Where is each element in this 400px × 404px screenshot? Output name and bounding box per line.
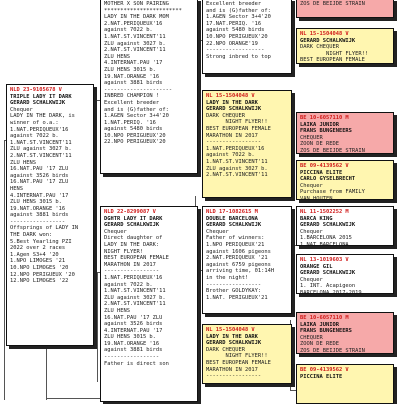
card-line: ZLU HENS <box>104 53 130 60</box>
pedigree-card-yellow[interactable] <box>296 160 394 200</box>
card-line: ZLU HENS <box>10 159 36 166</box>
card-line: NIGHT FLYER!! <box>206 353 268 360</box>
card-line: against 3881 birds <box>104 80 163 87</box>
pigeon-name: BARCA KING <box>300 215 333 222</box>
pigeon-name: LAIKA JUNIOR <box>300 121 339 128</box>
card-line: Excellent breeder <box>206 1 262 7</box>
pigeon-name: LADY IN THE DARK <box>206 99 258 106</box>
card-line: 2.NAT.ST.VINCENT'11 <box>104 47 166 54</box>
pedigree-card-notes-top <box>100 0 198 174</box>
pedigree-card-yellow[interactable] <box>202 90 292 198</box>
ring-number: BE 09-4139562 V <box>300 367 349 373</box>
card-line: 12.NPO PERIGUEUX '20 <box>10 271 75 278</box>
card-line: Brother GOLDYKAY: <box>206 288 262 295</box>
breeder-name: GERARD SCHALKWIJK <box>206 340 262 347</box>
breeder-name: FRANS BUNGENEERS <box>300 328 352 335</box>
card-line: 16.NAT.PAU '17 ZLU <box>104 314 163 321</box>
card-line: Purchase from FAMILY <box>300 189 365 196</box>
card-line: ZOS DE BEIJDE STRAIN <box>300 147 365 154</box>
card-line: BEST EUROPEAN FEMALE <box>104 255 169 262</box>
breeder-name: GERARD SCHALKWIJK <box>104 222 160 229</box>
card-line: 1. INT. Acapigeon <box>300 283 356 290</box>
card-line: --------------------- <box>104 86 173 93</box>
card-line: 16.NAT.PAU '17 ZLU <box>10 179 69 186</box>
card-line: 2.NAT.ST.VINCENT'11 <box>10 152 72 159</box>
card-line: LADY IN THE DARK MOM <box>104 14 169 21</box>
card-line: 19.NAT.ORANGE '16 <box>104 340 160 347</box>
card-line: arriving time, 01:14H <box>206 268 275 275</box>
card-line: 10.NPO PERIGUEUX'20 <box>104 132 166 139</box>
pedigree-card-pink[interactable] <box>296 312 394 354</box>
ring-number: BE 09-4139562 V <box>300 163 349 169</box>
card-line: Father is direct son <box>104 360 169 367</box>
card-line: 16.NAT.PAU '17 ZLU <box>10 166 69 173</box>
card-line: MARATHON IN 2017 <box>104 261 156 268</box>
card-line: Chequer <box>104 228 127 235</box>
ring-number: BE 10-6057110 M <box>300 315 349 321</box>
ring-number: NL 15-1504048 V <box>206 327 255 333</box>
card-line: THE DARK won: <box>10 232 53 239</box>
pigeon-name: LADY IN THE DARK <box>206 333 258 340</box>
card-line: against 3881 birds <box>10 212 69 219</box>
card-line: 1.NAT.ST.VINCENT'11 <box>206 158 268 165</box>
card-line: NIGHT FLYER! <box>104 248 143 255</box>
connector-line <box>4 140 5 400</box>
breeder-name: GERARD SCHALKWIJK <box>206 222 262 229</box>
ring-number: NL 15-1504048 V <box>206 93 255 99</box>
ring-number: NL 13-1019603 V <box>300 257 349 263</box>
pigeon-name: TRIPLE LADY IT DARK <box>10 93 72 100</box>
card-line: ZLU HENS <box>104 307 130 314</box>
ring-number: NL 11-1502252 M <box>300 209 349 215</box>
ring-number: BE 10-6057110 M <box>300 115 349 121</box>
pedigree-card-yellow[interactable] <box>296 28 394 64</box>
card-line: INBRED CHAMPION ! <box>104 93 160 100</box>
card-line: 4.INTERNAT.PAU '17 <box>104 327 163 334</box>
card-line: NIGHT FLYER!! <box>300 50 369 57</box>
card-line: ----------------- <box>206 139 262 146</box>
card-line: VAN HOUTEN. <box>300 195 336 200</box>
card-line: against 7022 b. <box>104 281 153 288</box>
card-line: 12.NPO LIMOGES '22 <box>10 278 69 285</box>
card-line: Chequer <box>206 228 229 235</box>
card-line: Chequer <box>300 276 323 283</box>
card-line: 1.AGEN Sector 3+4'20 <box>104 113 169 120</box>
card-line: 5.Best Yearling PZI <box>10 238 72 245</box>
card-line: CHEQUER <box>300 134 323 141</box>
card-line: DARK CHEQUER <box>300 44 339 51</box>
card-line: 1.AGEN Sector 3+4'20 <box>206 14 271 21</box>
card-line: 2.NAT.PERIQUEUX'16 <box>104 20 163 27</box>
breeder-name: FRANS BUNGENEERS <box>300 128 352 135</box>
pigeon-name: PICCINA ELITE <box>300 373 343 380</box>
card-line: winner of o.a.: <box>10 119 59 126</box>
pedigree-card-yellow[interactable] <box>296 364 394 404</box>
card-line: 2022 over 2 races <box>10 245 66 252</box>
card-line: against 7022 b. <box>104 27 153 34</box>
pedigree-card-grandparent[interactable] <box>202 206 292 314</box>
pigeon-name: PICCINA ELITE <box>300 169 343 176</box>
card-line: HENS <box>10 185 23 192</box>
card-line: Father of winners: <box>206 235 265 242</box>
card-line: ZLU HENS 3015 b. <box>104 66 156 73</box>
card-line: ----------------- <box>104 354 160 361</box>
card-line: ZOON DE REDE <box>300 341 339 348</box>
card-line: against 7022 b. <box>10 133 59 140</box>
breeder-name: GERARD SCHALKWIJK <box>300 222 356 229</box>
card-line: Strong inbred to top <box>206 53 271 60</box>
pedigree-card-pink[interactable] <box>296 0 394 18</box>
card-line: 10.NPO LIMOGES '20 <box>10 265 69 272</box>
card-line: 19.NAT.ORANGE '16 <box>10 205 66 212</box>
card-line: 1.NAT.PERIQUEUX'16 <box>10 126 69 133</box>
pigeon-name: DGHTR LADY IT DARK <box>104 215 163 222</box>
pedigree-card-parent[interactable] <box>100 206 198 402</box>
card-line: ZOON DE REDE <box>300 141 339 148</box>
card-line: ZLU against 3027 b. <box>10 146 72 153</box>
card-line: and is (G)father of: <box>104 106 169 113</box>
breeder-name: GERARD SCHALKWIJK <box>300 270 356 277</box>
card-line: 1.NAT.BARCELONA <box>300 241 349 246</box>
card-line: 1.NAT.PERIQ. '16 <box>104 119 156 126</box>
card-line: 1.NPO LIMOGES '21 <box>10 258 66 265</box>
card-line: 22.NPO PERIGUEUX'20 <box>104 139 166 146</box>
card-line: Direct daughter of <box>104 235 163 242</box>
card-line: ----------------- <box>206 281 262 288</box>
card-line: BARCELONA 2017-2019 <box>300 289 362 294</box>
card-line: DARK CHEQUER <box>206 346 245 353</box>
card-line: 4.INTERNAT.PAU '17 <box>104 60 163 67</box>
card-line: CHEQUER <box>300 334 323 341</box>
pedigree-card-greatgrandparent[interactable] <box>296 254 394 294</box>
pedigree-card-subject[interactable] <box>6 84 94 346</box>
breeder-name: GERARD SCHALKWIJK <box>10 100 66 107</box>
card-line: ZLU against 3027 b. <box>104 40 166 47</box>
ring-number: NL 15-1504048 V <box>300 31 349 37</box>
connector-line <box>46 398 100 399</box>
card-line: MOTHER X SON PAIRING <box>104 1 169 7</box>
pedigree-card-notes <box>202 0 292 74</box>
card-line: ZLU HENS 3015 b. <box>104 334 156 341</box>
ring-number: NLD 17-1082615 M <box>206 209 258 215</box>
card-line: NIGHT FLYER!! <box>206 119 268 126</box>
card-line: MARATHON IN 2017 <box>206 132 258 139</box>
card-line: 19.NAT.ORANGE '16 <box>104 73 160 80</box>
card-line: LADY IN THE DARK: <box>104 241 160 248</box>
connector-line <box>46 340 47 400</box>
card-line: ************************ <box>104 7 182 14</box>
card-line: against 6759 pigeons <box>206 261 271 268</box>
card-line: ----------------- <box>206 373 262 380</box>
card-line: ZLU HENS 3015 b. <box>10 199 62 206</box>
card-line: 1.NAT.ST.VINCENT'11 <box>104 288 166 295</box>
card-line: against 5480 birds <box>206 27 265 34</box>
card-line: 1.NAT.ST.VINCENT'11 <box>104 33 166 40</box>
card-line: BEST EUROPEAN FEMALE <box>300 57 365 64</box>
card-line: DARK CHEQUER <box>206 112 245 119</box>
card-line: ZOS DE BEIJDE STRAIN <box>300 1 365 7</box>
breeder-name: GERARD SCHALKWIJK <box>300 37 356 44</box>
card-line: against 3881 birds <box>104 347 163 354</box>
card-line: 2.NAT.ST.VINCENT'11 <box>206 172 268 179</box>
card-line: BEST EUROPEAN FEMALE <box>206 125 271 132</box>
connector-line <box>97 272 98 382</box>
pedigree-card-yellow[interactable] <box>202 324 292 384</box>
card-line: Chequer <box>10 106 33 113</box>
card-line: 1.NAT. PERIGUEUX'21 <box>206 294 268 301</box>
pigeon-name: ORANGE GIL <box>300 263 333 270</box>
card-line: 1.NPO PERIQUEUX'21 <box>206 241 265 248</box>
pigeon-name: LAIKA JUNIOR <box>300 321 339 328</box>
card-line: ZOS DE BEIJDE STRAIN <box>300 347 365 354</box>
card-line: ZLU against 3027 b. <box>206 165 268 172</box>
card-line: 1.BARCELONA 2015 <box>300 235 352 242</box>
card-line: 17.NAT.PERIQ. '16 <box>206 20 262 27</box>
card-line: 10.NPO PERIGUEUX'20 <box>206 33 268 40</box>
card-line: Excellent breeder <box>104 99 160 106</box>
card-line: MARATHON IN 2017 <box>206 366 258 373</box>
card-line: against 3526 birds <box>104 321 163 328</box>
card-line: against 1606 pigeons <box>206 248 271 255</box>
card-line: and is (G)father of: <box>206 7 271 14</box>
card-line: against 5480 birds <box>104 126 163 133</box>
card-line: 1.NAT.PERIQUEUX'16 <box>104 274 163 281</box>
pedigree-card-pink[interactable] <box>296 112 394 154</box>
card-line: ZLU against 3027 b. <box>104 294 166 301</box>
ring-number: NLD 22-8299087 V <box>104 209 156 215</box>
card-line: Chequer <box>300 182 323 189</box>
card-line: in the night! <box>206 274 249 281</box>
card-line: 1.NAT.ST.VINCENT'11 <box>10 139 72 146</box>
card-line: 1.NAT.PERIQUEUX'16 <box>206 145 265 152</box>
card-line: Chequer <box>300 228 323 235</box>
card-line: 4.INTERNAT.PAU '17 <box>10 192 69 199</box>
card-line: 22.NPO ORANGE'19 <box>206 40 258 47</box>
card-line: ------------------ <box>206 47 265 54</box>
card-line: ----------------- <box>104 268 160 275</box>
card-line: 2.NAT.PERIQUEUX '21 <box>206 255 268 262</box>
ring-number: NLD 23-9105678 V <box>10 87 62 93</box>
card-line: 2.NAT.ST.VINCENT'11 <box>104 301 166 308</box>
breeder-name: CARLO GYSELBRECHT <box>300 176 356 183</box>
breeder-name: GERARD SCHALKWIJK <box>206 106 262 113</box>
pigeon-name: DOUBLE BARCELONA <box>206 215 258 222</box>
card-line: against 3526 birds <box>10 172 69 179</box>
card-line: Offsprings of LADY IN <box>10 225 79 232</box>
card-line: ----------------- <box>10 218 66 225</box>
card-line: LADY IN THE DARK, is <box>10 113 75 120</box>
card-line: 1.Agen S3+4 '20 <box>10 251 59 258</box>
pedigree-card-greatgrandparent[interactable] <box>296 206 394 246</box>
card-line: against 7022 b. <box>206 152 255 159</box>
card-line: BEST EUROPEAN FEMALE <box>206 359 271 366</box>
